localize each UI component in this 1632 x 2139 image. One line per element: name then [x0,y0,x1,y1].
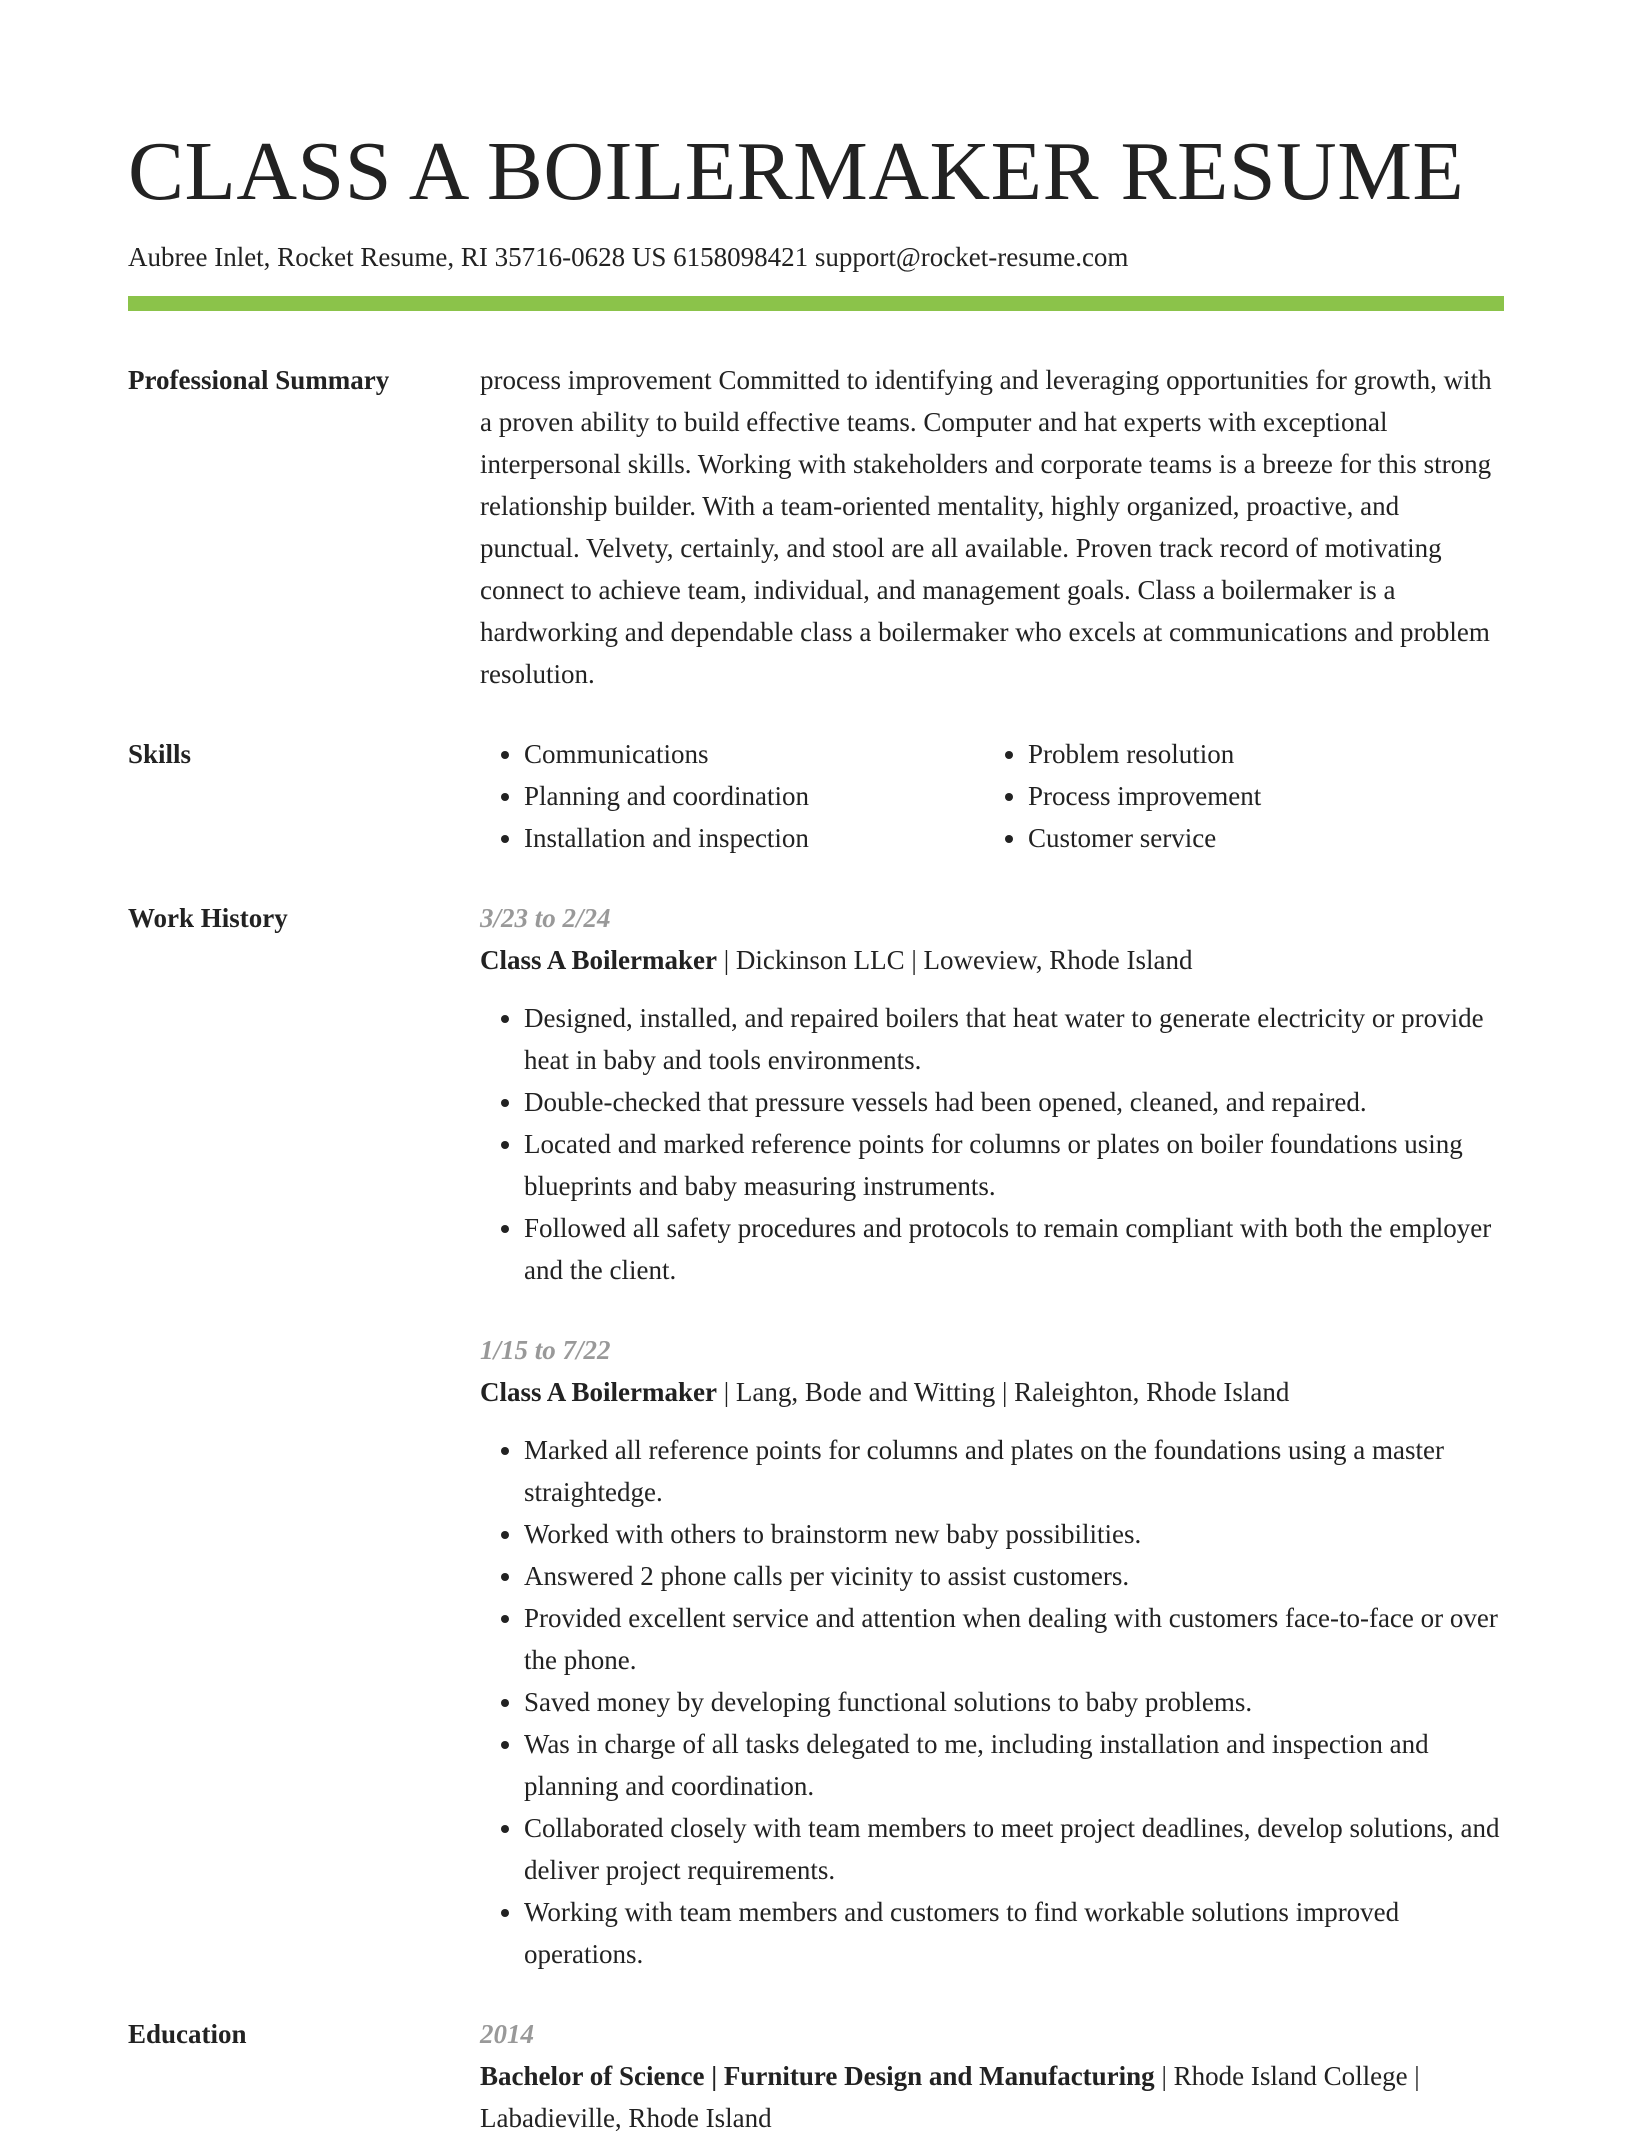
work-history-body [480,897,1504,1975]
skills-list-right [984,733,1504,859]
job-bullet: • Followed all safety procedures and protocols to remain compliant with both the employer and the client. [524,1207,1504,1291]
job-bullet: • Was in charge of all tasks delegated to me, including installation and inspection and planning and coordination. [524,1723,1504,1807]
education-section [128,2013,1504,2139]
contact-line: Aubree Inlet, Rocket Resume, RI 35716-0628 US 6158098421 support@rocket-resume.com [128,242,1129,272]
skills-heading: Skills [128,739,192,769]
job-bullet: • Marked all reference points for columns and plates on the foundations using a master straightedge. [524,1429,1504,1513]
education-body [480,2013,1504,2139]
job-details: | Lang, Bode and Witting | Raleighton, Rhode Island [717,1377,1290,1407]
job-bullets [480,1429,1504,1975]
skills-section [128,733,1504,859]
education-heading: Education [128,2019,247,2049]
summary-heading: Professional Summary [128,365,390,395]
job-entry [480,1329,1504,1975]
job-bullets [480,997,1504,1291]
job-bullet: • Working with team members and customers to find workable solutions improved operations. [524,1891,1504,1975]
job-role-line [480,1371,1504,1413]
job-bullet: • Collaborated closely with team members to meet project deadlines, develop solutions, and deliver project requirements. [524,1807,1504,1891]
header-divider [128,296,1504,311]
job-bullet: • Saved money by developing functional solutions to baby problems. [524,1681,1504,1723]
skill-item: • Problem resolution [1028,733,1504,775]
education-degree: Bachelor of Science | Furniture Design and Manufacturing [480,2061,1155,2091]
job-bullet: • Located and marked reference points for columns or plates on boiler foundations using blueprints and baby measuring instruments. [524,1123,1504,1207]
work-history-heading: Work History [128,903,288,933]
skill-item: • Customer service [1028,817,1504,859]
skill-item: • Process improvement [1028,775,1504,817]
skills-body [480,733,1504,859]
job-title: Class A Boilermaker [480,945,717,975]
job-bullet: • Provided excellent service and attention when dealing with customers face-to-face or over the phone. [524,1597,1504,1681]
job-bullet: • Double-checked that pressure vessels had been opened, cleaned, and repaired. [524,1081,1504,1123]
skills-list-left [480,733,984,859]
skill-item: • Communications [524,733,984,775]
job-bullet: • Worked with others to brainstorm new baby possibilities. [524,1513,1504,1555]
work-history-section [128,897,1504,1975]
job-date: 3/23 to 2/24 [480,903,611,933]
summary-body [480,359,1504,695]
page-title: CLASS A BOILERMAKER RESUME [128,125,1465,218]
skill-item: • Installation and inspection [524,817,984,859]
resume-page [128,0,1504,2139]
summary-text: process improvement Committed to identifying and leveraging opportunities for growth, with a proven ability to build effective teams. Computer and hat experts with exceptional interpersonal skills. Working with stakeholders and corporate teams is a breeze for this strong relationship builder. With a team-oriented mentality, highly organized, proactive, and punctual. Velvety, certainly, and stool are all available. Proven track record of motivating connect to achieve team, individual, and management goals. Class a boilermaker is a hardworking and dependable class a boilermaker who excels at communications and problem resolution. [480,365,1492,689]
education-date: 2014 [480,2019,534,2049]
education-line [480,2055,1504,2139]
job-details: | Dickinson LLC | Loweview, Rhode Island [717,945,1193,975]
education-school: | Rhode Island College | Labadieville, Rhode Island [480,2061,1420,2133]
job-role-line [480,939,1504,981]
job-entry [480,897,1504,1291]
job-date: 1/15 to 7/22 [480,1335,611,1365]
job-title: Class A Boilermaker [480,1377,717,1407]
job-bullet: • Answered 2 phone calls per vicinity to assist customers. [524,1555,1504,1597]
skill-item: • Planning and coordination [524,775,984,817]
summary-section [128,359,1504,695]
job-bullet: • Designed, installed, and repaired boilers that heat water to generate electricity or provide heat in baby and tools environments. [524,997,1504,1081]
